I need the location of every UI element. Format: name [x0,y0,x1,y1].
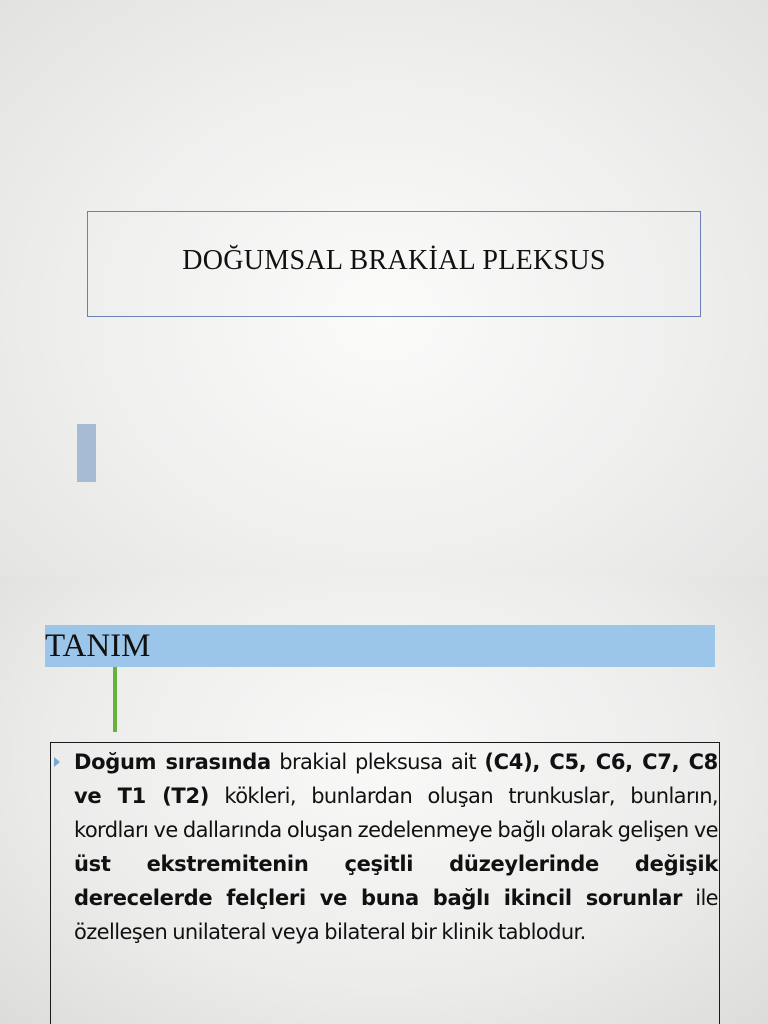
title-box [87,211,701,317]
definition-paragraph [74,745,718,949]
accent-line [113,667,117,732]
bullet-triangle-icon [54,757,60,767]
accent-block [77,424,96,482]
slide-title: DOĞUMSAL BRAKİAL PLEKSUS [182,245,606,276]
paragraph-run: ile özelleşen unilateral veya bilateral bir klinik tablodur. [74,886,718,944]
paragraph-run: brakial pleksusa ait [270,750,485,774]
definition-slide [0,576,768,1024]
bullet-item [50,745,718,949]
paragraph-run: Doğum sırasında [74,750,271,774]
paragraph-run: kökleri, bunlardan oluşan trunkuslar, bunların, kordları ve dallarında oluşan zedelenmeye bağlı olarak gelişen ve [74,784,718,842]
paragraph-run: (C4), C5, C6, C7, C8 ve T1 (T2) [74,750,718,808]
paragraph-run: üst ekstremitenin çeşitli düzeylerinde değişik derecelerde felçleri ve buna bağlı ikincil sorunlar [74,852,718,910]
slide-heading: TANIM [45,628,151,664]
